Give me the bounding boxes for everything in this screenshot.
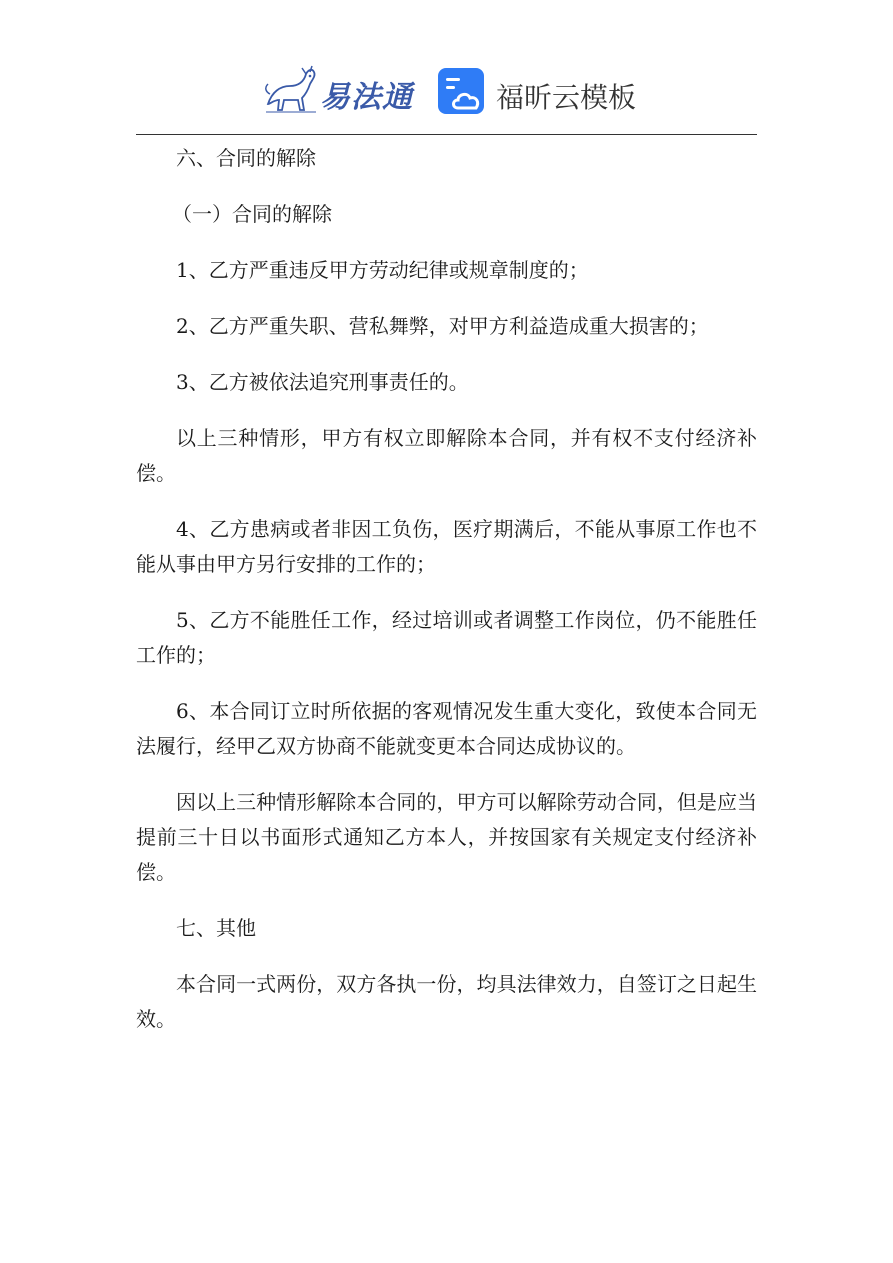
clause-paragraph: 本合同一式两份，双方各执一份，均具法律效力，自签订之日起生效。	[136, 972, 757, 1031]
page-header	[0, 58, 893, 120]
clause-paragraph: 2、乙方严重失职、营私舞弊，对甲方利益造成重大损害的；	[176, 314, 709, 338]
clause-paragraph: 5、乙方不能胜任工作，经过培训或者调整工作岗位，仍不能胜任工作的；	[136, 608, 757, 667]
section-heading: 七、其他	[176, 916, 256, 940]
clause-paragraph: 因以上三种情形解除本合同的，甲方可以解除劳动合同，但是应当提前三十日以书面形式通知乙方本人，并按国家有关规定支付经济补偿。	[136, 790, 757, 884]
logo-left-text: 易法通	[320, 80, 413, 115]
clause-paragraph: 1、乙方严重违反甲方劳动纪律或规章制度的；	[176, 258, 589, 282]
clause-paragraph: 3、乙方被依法追究刑事责任的。	[176, 370, 469, 394]
fuxin-logo	[436, 66, 646, 118]
section-heading: 六、合同的解除	[176, 146, 316, 170]
clause-paragraph: 以上三种情形，甲方有权立即解除本合同，并有权不支付经济补偿。	[136, 426, 757, 485]
cloud-document-icon	[436, 66, 488, 118]
logo-right-text: 福昕云模板	[496, 81, 637, 114]
yifatong-logo	[262, 64, 412, 116]
clause-paragraph: 4、乙方患病或者非因工负伤，医疗期满后，不能从事原工作也不能从事由甲方另行安排的工作的；	[136, 517, 757, 576]
clause-paragraph: 6、本合同订立时所依据的客观情况发生重大变化，致使本合同无法履行，经甲乙双方协商不能就变更本合同达成协议的。	[136, 699, 757, 758]
qilin-icon	[262, 64, 320, 116]
header-divider	[136, 134, 757, 135]
document-body	[136, 138, 757, 1037]
subsection-heading: （一）合同的解除	[172, 202, 332, 226]
